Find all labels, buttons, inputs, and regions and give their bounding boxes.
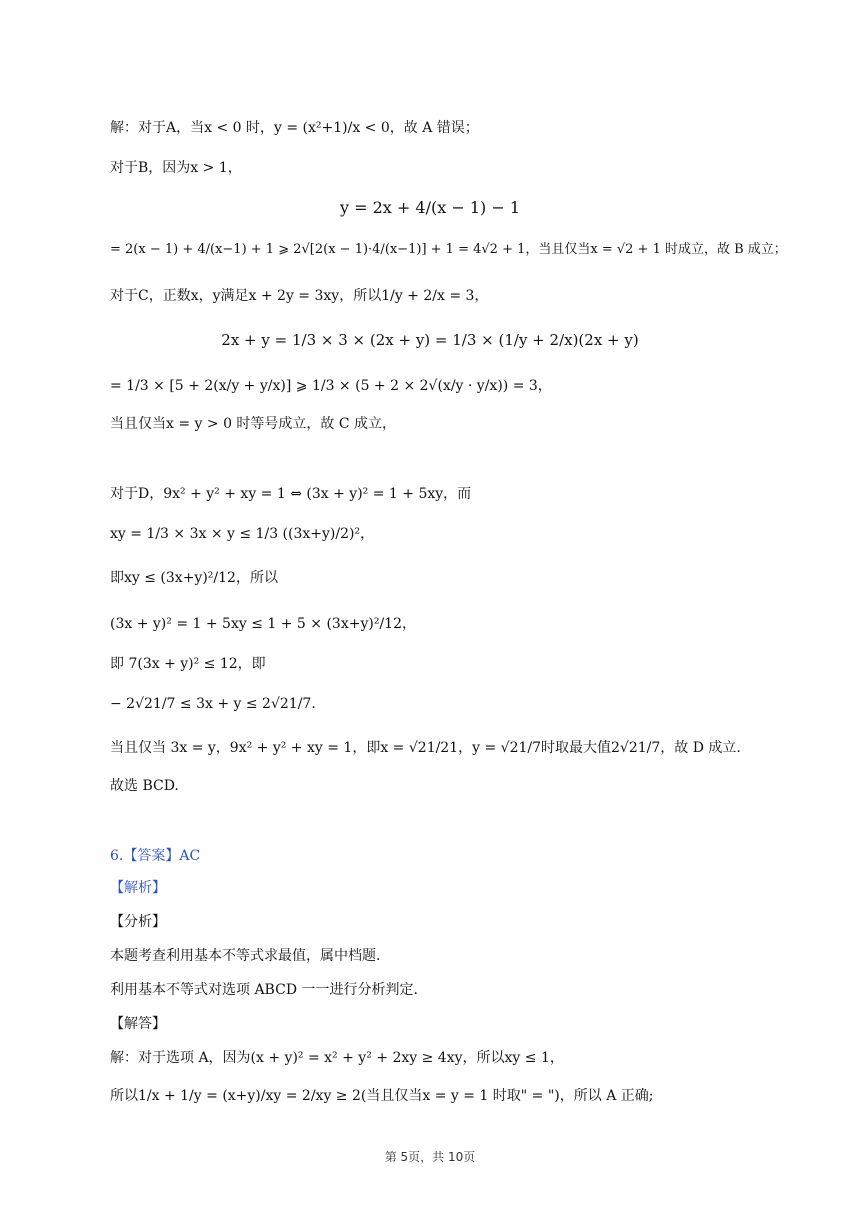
- analysis-line-1: 本题考查利用基本不等式求最值，属中档题.: [110, 948, 381, 964]
- line-d-intro: 对于D，9x² + y² + xy = 1 ⇔ (3x + y)² = 1 + 5xy，而: [110, 486, 472, 502]
- solution-line-1: 解：对于选项 A，因为(x + y)² = x² + y² + 2xy ≥ 4xy，所以xy ≤ 1，: [110, 1050, 564, 1066]
- answer-heading: 6.【答案】AC: [110, 848, 201, 864]
- line-d-step1: xy = 1/3 × 3x × y ≤ 1/3 ((3x+y)/2)²，: [110, 526, 375, 542]
- formula-b: y = 2x + 4/(x − 1) − 1: [340, 198, 520, 217]
- formula-c: 2x + y = 1/3 × 3 × (2x + y) = 1/3 × (1/y + 2/x)(2x + y): [221, 331, 639, 349]
- line-d-step2: 即xy ≤ (3x+y)²/12，所以: [110, 570, 278, 586]
- line-c-conclusion: 当且仅当x = y > 0 时等号成立，故 C 成立，: [110, 416, 397, 432]
- line-a: 解：对于A，当x < 0 时，y = (x²+1)/x < 0，故 A 错误；: [110, 120, 479, 136]
- line-c-intro: 对于C，正数x，y满足x + 2y = 3xy，所以1/y + 2/x = 3，: [110, 288, 489, 304]
- analysis-line-2: 利用基本不等式对选项 ABCD 一一进行分析判定.: [110, 982, 418, 998]
- jiexi-heading: 【解析】: [110, 880, 166, 896]
- line-d-step5: − 2√21/7 ≤ 3x + y ≤ 2√21/7.: [110, 696, 316, 712]
- line-d-conclusion: 当且仅当 3x = y，9x² + y² + xy = 1，即x = √21/21，y = √21/7时取最大值2√21/7，故 D 成立.: [110, 740, 741, 756]
- jieda-heading: 【解答】: [110, 1016, 166, 1032]
- solution-line-2: 所以1/x + 1/y = (x+y)/xy = 2/xy ≥ 2(当且仅当x = y = 1 时取" = ")，所以 A 正确;: [110, 1088, 654, 1104]
- line-b-proof: = 2(x − 1) + 4/(x−1) + 1 ⩾ 2√[2(x − 1)·4/(x−1)] + 1 = 4√2 + 1，当且仅当x = √2 + 1 时成立，故 B 成立；: [110, 242, 787, 257]
- line-c-proof: = 1/3 × [5 + 2(x/y + y/x)] ⩾ 1/3 × (5 + 2 × 2√(x/y · y/x)) = 3，: [110, 378, 552, 394]
- page-footer: 第 5页，共 10页: [384, 1150, 476, 1164]
- line-b-intro: 对于B，因为x > 1，: [110, 160, 242, 176]
- line-d-step3: (3x + y)² = 1 + 5xy ≤ 1 + 5 × (3x+y)²/12，: [110, 616, 416, 632]
- line-d-step4: 即 7(3x + y)² ≤ 12，即: [110, 656, 266, 672]
- fenxi-heading: 【分析】: [110, 914, 166, 930]
- line-choice: 故选 BCD.: [110, 778, 179, 794]
